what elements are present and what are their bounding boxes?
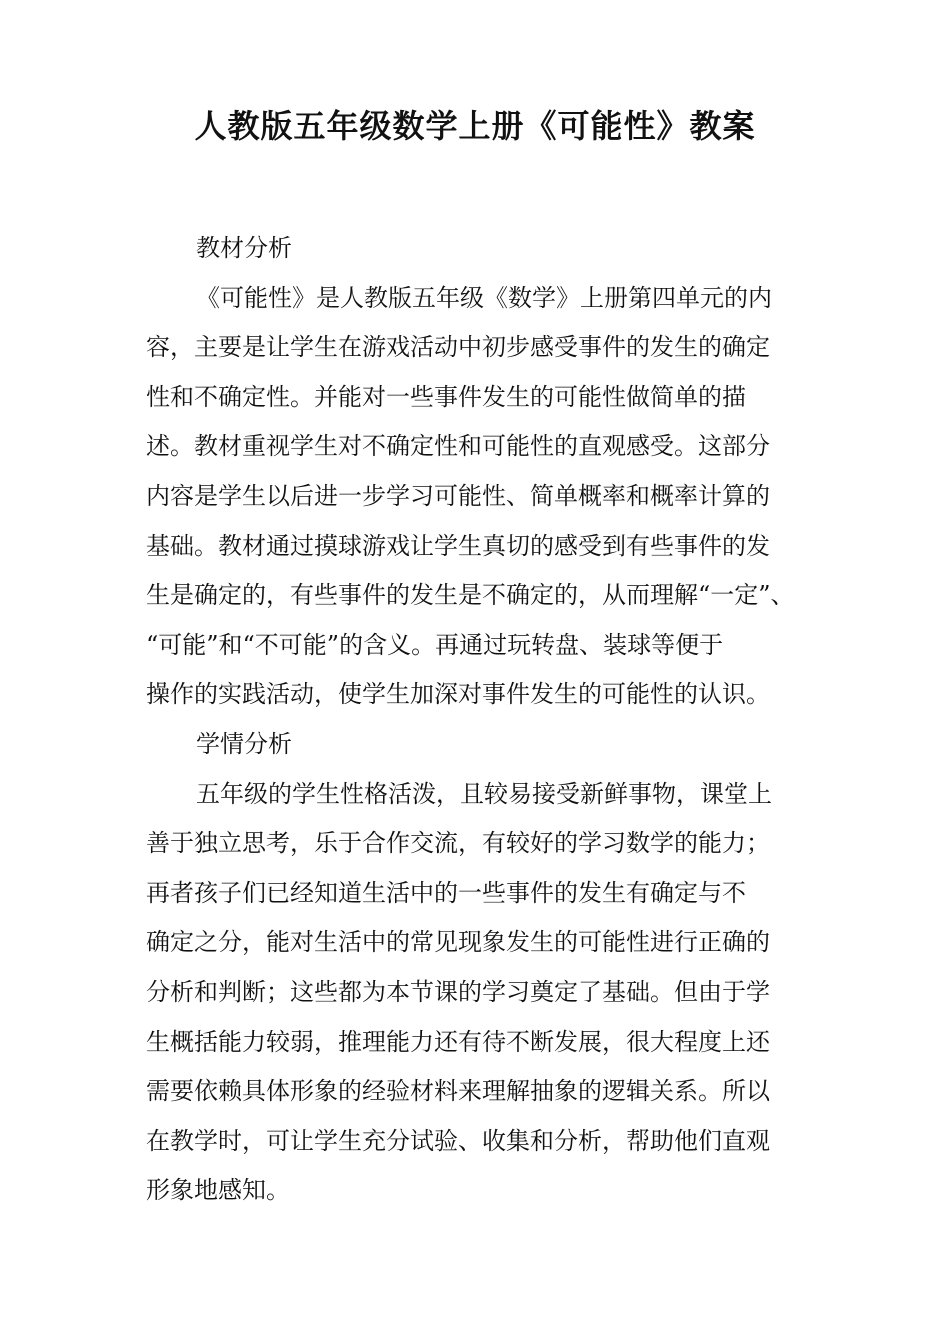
- paragraph-line: 《可能性》是人教版五年级《数学》上册第四单元的内: [196, 283, 772, 312]
- paragraph-line: 操作的实践活动，使学生加深对事件发生的可能性的认识。: [146, 680, 770, 709]
- document-title: 人教版五年级数学上册《可能性》教案: [194, 107, 756, 145]
- paragraph-line: 再者孩子们已经知道生活中的一些事件的发生有确定与不: [146, 878, 746, 907]
- section-heading-textbook-analysis: 教材分析: [196, 234, 292, 262]
- section-heading-student-analysis: 学情分析: [196, 729, 292, 758]
- paragraph-line: 在教学时，可让学生充分试验、收集和分析，帮助他们直观: [146, 1126, 770, 1155]
- paragraph-line: 形象地感知。: [146, 1176, 290, 1205]
- document-body: [146, 224, 836, 1216]
- paragraph-line: 确定之分，能对生活中的常见现象发生的可能性进行正确的: [146, 928, 770, 957]
- paragraph-line: 生是确定的，有些事件的发生是不确定的，从而理解“一定”、: [146, 581, 795, 610]
- paragraph-line: 善于独立思考，乐于合作交流，有较好的学习数学的能力；: [146, 829, 770, 858]
- paragraph-line: 性和不确定性。并能对一些事件发生的可能性做简单的描: [146, 382, 746, 411]
- paragraph-line: 五年级的学生性格活泼，且较易接受新鲜事物，课堂上: [196, 779, 772, 808]
- paragraph-line: 容，主要是让学生在游戏活动中初步感受事件的发生的确定: [146, 333, 770, 362]
- paragraph-line: 生概括能力较弱，推理能力还有待不断发展，很大程度上还: [146, 1027, 770, 1056]
- paragraph-line: 内容是学生以后进一步学习可能性、简单概率和概率计算的: [146, 481, 770, 510]
- paragraph-line: 需要依赖具体形象的经验材料来理解抽象的逻辑关系。所以: [146, 1077, 770, 1106]
- paragraph-line: 基础。教材通过摸球游戏让学生真切的感受到有些事件的发: [146, 531, 770, 560]
- paragraph-line: 分析和判断；这些都为本节课的学习奠定了基础。但由于学: [146, 977, 770, 1006]
- paragraph-line: “可能”和“不可能”的含义。再通过玩转盘、装球等便于: [146, 630, 724, 659]
- paragraph-line: 述。教材重视学生对不确定性和可能性的直观感受。这部分: [146, 432, 770, 461]
